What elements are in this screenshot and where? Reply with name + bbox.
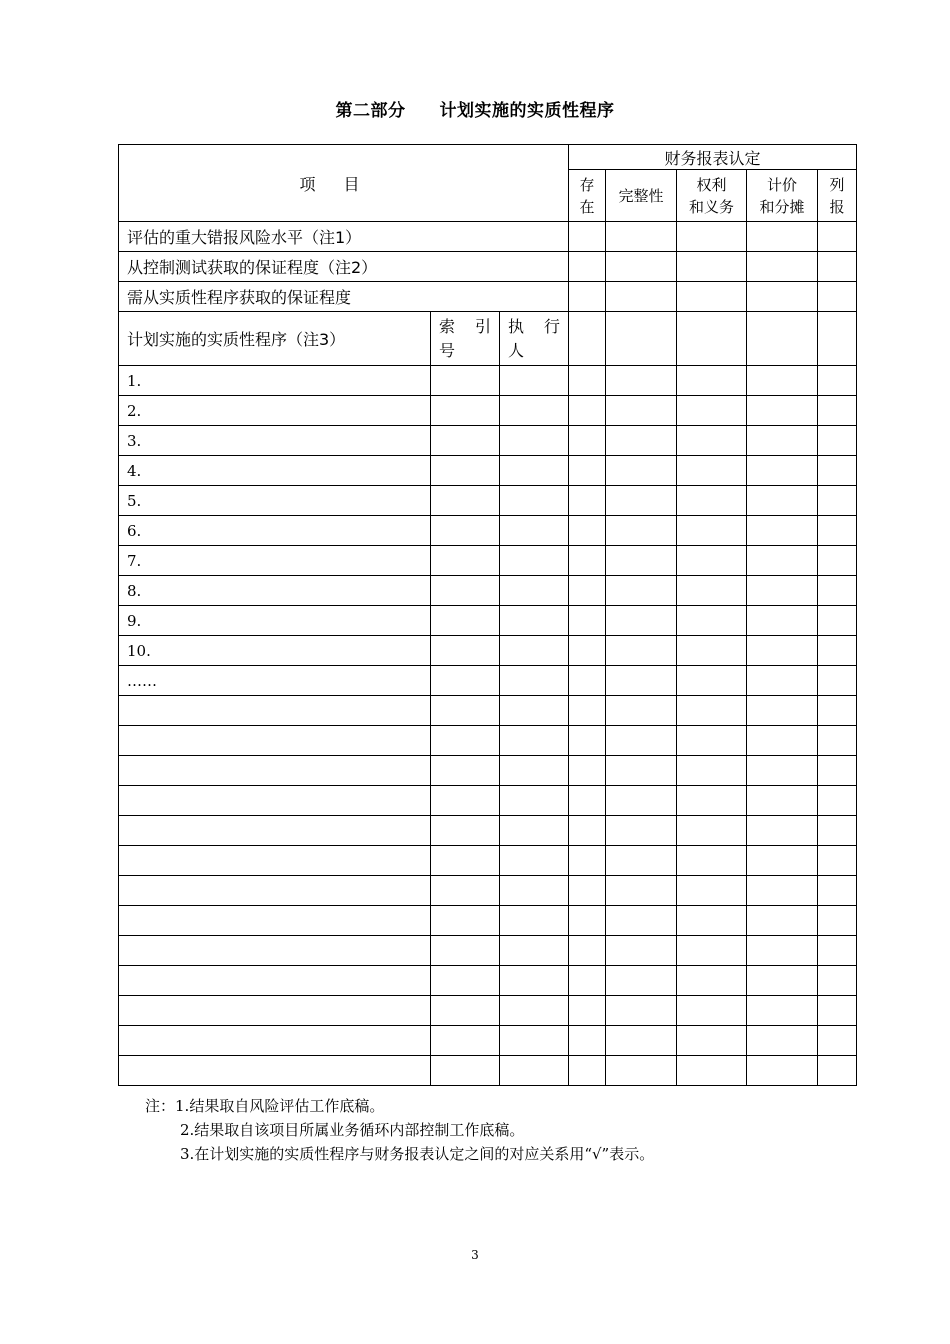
procedure-number: [119, 906, 431, 936]
procedure-row: [119, 396, 857, 426]
assertion-header-line: 报: [829, 197, 845, 216]
assertion-header: [606, 170, 677, 222]
header-line: [508, 315, 560, 339]
cell: [677, 666, 747, 696]
cell: [818, 486, 857, 516]
cell: [606, 606, 677, 636]
cell: [569, 906, 606, 936]
procedure-row: [119, 1026, 857, 1056]
cell: [500, 396, 569, 426]
procedure-row: [119, 756, 857, 786]
cell: [818, 222, 857, 252]
cell: [747, 516, 818, 546]
cell: [818, 876, 857, 906]
cell: [606, 546, 677, 576]
cell: [677, 486, 747, 516]
header-line: 号: [439, 340, 456, 360]
cell: [747, 426, 818, 456]
substantive-assurance-label: 需从实质性程序获取的保证程度: [119, 282, 569, 312]
cell: [569, 846, 606, 876]
cell: [431, 606, 500, 636]
cell: [677, 696, 747, 726]
cell: [569, 816, 606, 846]
cell: [569, 696, 606, 726]
cell: [500, 606, 569, 636]
cell: [677, 726, 747, 756]
cell: [747, 456, 818, 486]
footnotes: [145, 1094, 654, 1166]
procedure-row: [119, 576, 857, 606]
cell: [818, 426, 857, 456]
cell: [677, 1026, 747, 1056]
cell: [500, 366, 569, 396]
procedure-row: [119, 876, 857, 906]
procedure-number: 9.: [119, 606, 431, 636]
cell: [500, 936, 569, 966]
cell: [677, 756, 747, 786]
cell: [606, 366, 677, 396]
cell: [677, 876, 747, 906]
assertion-header: [747, 170, 818, 222]
cell: [818, 546, 857, 576]
page-title: [0, 96, 950, 121]
cell: [818, 456, 857, 486]
cell: [500, 576, 569, 606]
header-char: 引: [474, 316, 491, 336]
cell: [747, 756, 818, 786]
cell: [818, 366, 857, 396]
cell: [606, 846, 677, 876]
procedure-number: 5.: [119, 486, 431, 516]
cell: [747, 606, 818, 636]
procedure-number: [119, 696, 431, 726]
cell: [818, 696, 857, 726]
cell: [677, 396, 747, 426]
cell: [500, 966, 569, 996]
cell: [677, 252, 747, 282]
executor-header: [500, 312, 569, 366]
cell: [818, 726, 857, 756]
assertion-header-line: 计价: [766, 175, 797, 194]
cell: [677, 996, 747, 1026]
financial-assertions-header: 财务报表认定: [569, 145, 857, 170]
cell: [677, 966, 747, 996]
procedure-number: 4.: [119, 456, 431, 486]
cell: [677, 222, 747, 252]
assertion-header-line: 完整性: [618, 186, 664, 205]
procedure-row: [119, 666, 857, 696]
cell: [500, 1056, 569, 1086]
procedure-number: 10.: [119, 636, 431, 666]
cell: [569, 1026, 606, 1056]
cell: [818, 636, 857, 666]
procedure-row: [119, 936, 857, 966]
cell: [747, 906, 818, 936]
procedure-row: [119, 996, 857, 1026]
cell: [677, 816, 747, 846]
cell: [569, 876, 606, 906]
procedure-row: [119, 366, 857, 396]
header-char: 索: [439, 316, 456, 336]
cell: [500, 456, 569, 486]
cell: [606, 486, 677, 516]
cell: [569, 606, 606, 636]
cell: [606, 726, 677, 756]
cell: [569, 576, 606, 606]
cell: [606, 966, 677, 996]
cell: [747, 726, 818, 756]
procedure-row: [119, 516, 857, 546]
cell: [818, 576, 857, 606]
risk-level-label: 评估的重大错报风险水平（注1）: [119, 222, 569, 252]
cell: [431, 816, 500, 846]
procedure-number: [119, 726, 431, 756]
page-number: 3: [471, 1248, 479, 1262]
cell: [747, 576, 818, 606]
cell: [569, 396, 606, 426]
assertion-header: [677, 170, 747, 222]
cell: [569, 426, 606, 456]
cell: [818, 252, 857, 282]
cell: [747, 696, 818, 726]
cell: [677, 786, 747, 816]
procedure-number: [119, 1026, 431, 1056]
item-header-text: 项目: [299, 174, 388, 194]
cell: [500, 756, 569, 786]
note-2: 2.结果取自该项目所属业务循环内部控制工作底稿。: [180, 1121, 525, 1139]
cell: [818, 756, 857, 786]
procedure-row: [119, 966, 857, 996]
cell: [606, 576, 677, 606]
cell: [677, 312, 747, 366]
cell: [431, 456, 500, 486]
cell: [431, 1026, 500, 1056]
cell: [747, 966, 818, 996]
cell: [677, 636, 747, 666]
cell: [747, 996, 818, 1026]
notes-prefix: 注：: [145, 1097, 176, 1115]
procedure-number: [119, 1056, 431, 1086]
note-3: 3.在计划实施的实质性程序与财务报表认定之间的对应关系用“√”表示。: [180, 1145, 655, 1163]
cell: [677, 366, 747, 396]
cell: [431, 576, 500, 606]
cell: [569, 966, 606, 996]
cell: [606, 876, 677, 906]
cell: [606, 1056, 677, 1086]
cell: [747, 1056, 818, 1086]
procedure-number: 6.: [119, 516, 431, 546]
cell: [818, 786, 857, 816]
procedure-row: [119, 786, 857, 816]
header-char: 执: [508, 316, 525, 336]
cell: [569, 282, 606, 312]
cell: [818, 996, 857, 1026]
cell: [818, 1056, 857, 1086]
section-title: 计划实施的实质性程序: [439, 101, 615, 121]
cell: [747, 1026, 818, 1056]
assertion-header-line: 和分摊: [759, 197, 805, 216]
cell: [431, 696, 500, 726]
cell: [606, 222, 677, 252]
procedure-row: [119, 1056, 857, 1086]
procedure-row: [119, 426, 857, 456]
cell: [500, 786, 569, 816]
item-header: [119, 145, 569, 222]
procedure-number: 3.: [119, 426, 431, 456]
cell: [818, 516, 857, 546]
cell: [500, 846, 569, 876]
cell: [747, 846, 818, 876]
procedure-number: [119, 966, 431, 996]
assertion-header-line: 列: [829, 175, 845, 194]
cell: [569, 936, 606, 966]
cell: [818, 396, 857, 426]
procedure-number: 7.: [119, 546, 431, 576]
cell: [606, 516, 677, 546]
cell: [818, 666, 857, 696]
cell: [500, 516, 569, 546]
cell: [569, 666, 606, 696]
cell: [747, 816, 818, 846]
cell: [431, 1056, 500, 1086]
cell: [606, 696, 677, 726]
procedure-number: 1.: [119, 366, 431, 396]
cell: [431, 726, 500, 756]
cell: [606, 816, 677, 846]
cell: [818, 906, 857, 936]
procedure-row: [119, 696, 857, 726]
procedure-number: [119, 936, 431, 966]
cell: [606, 426, 677, 456]
cell: [500, 486, 569, 516]
cell: [569, 756, 606, 786]
cell: [606, 996, 677, 1026]
cell: [747, 312, 818, 366]
cell: [500, 816, 569, 846]
cell: [747, 636, 818, 666]
cell: [569, 1056, 606, 1086]
cell: [431, 786, 500, 816]
cell: [500, 996, 569, 1026]
cell: [500, 426, 569, 456]
cell: [431, 906, 500, 936]
cell: [569, 252, 606, 282]
procedure-row: [119, 816, 857, 846]
cell: [569, 516, 606, 546]
cell: [606, 312, 677, 366]
cell: [677, 456, 747, 486]
cell: [431, 756, 500, 786]
cell: [569, 456, 606, 486]
cell: [747, 396, 818, 426]
cell: [818, 816, 857, 846]
procedure-number: [119, 876, 431, 906]
procedure-number: [119, 756, 431, 786]
cell: [431, 366, 500, 396]
procedure-row: [119, 456, 857, 486]
procedure-row: [119, 546, 857, 576]
procedure-row: [119, 726, 857, 756]
cell: [818, 1026, 857, 1056]
cell: [606, 252, 677, 282]
assertion-header-line: 和义务: [688, 197, 734, 216]
cell: [500, 726, 569, 756]
cell: [431, 516, 500, 546]
cell: [747, 222, 818, 252]
cell: [677, 282, 747, 312]
cell: [677, 846, 747, 876]
assertion-header-line: 在: [579, 197, 595, 216]
assertion-header-line: 存: [579, 175, 595, 194]
cell: [747, 366, 818, 396]
procedure-number: [119, 996, 431, 1026]
procedure-number: 2.: [119, 396, 431, 426]
cell: [569, 726, 606, 756]
procedure-row: [119, 906, 857, 936]
cell: [431, 486, 500, 516]
cell: [500, 1026, 569, 1056]
cell: [500, 906, 569, 936]
procedure-row: [119, 486, 857, 516]
header-line: 人: [508, 340, 525, 360]
cell: [431, 396, 500, 426]
cell: [569, 222, 606, 252]
cell: [431, 426, 500, 456]
cell: [818, 282, 857, 312]
cell: [606, 1026, 677, 1056]
cell: [500, 696, 569, 726]
cell: [818, 606, 857, 636]
cell: [606, 666, 677, 696]
cell: [677, 606, 747, 636]
cell: [606, 936, 677, 966]
cell: [677, 936, 747, 966]
index-number-header: [431, 312, 500, 366]
cell: [747, 486, 818, 516]
cell: [431, 876, 500, 906]
note-1: 1.结果取自风险评估工作底稿。: [175, 1097, 385, 1115]
cell: [569, 312, 606, 366]
cell: [569, 786, 606, 816]
cell: [677, 906, 747, 936]
procedure-row: [119, 606, 857, 636]
cell: [606, 636, 677, 666]
cell: [569, 366, 606, 396]
cell: [677, 546, 747, 576]
cell: [431, 966, 500, 996]
cell: [818, 312, 857, 366]
cell: [569, 996, 606, 1026]
cell: [606, 282, 677, 312]
cell: [818, 936, 857, 966]
assertion-header: [818, 170, 857, 222]
cell: [677, 1056, 747, 1086]
cell: [606, 396, 677, 426]
cell: [747, 936, 818, 966]
cell: [747, 876, 818, 906]
cell: [606, 456, 677, 486]
assertion-header-line: 权利: [696, 175, 727, 194]
cell: [606, 786, 677, 816]
procedure-number: [119, 846, 431, 876]
procedure-number: [119, 816, 431, 846]
substantive-procedures-table: [118, 144, 857, 1086]
cell: [500, 546, 569, 576]
cell: [569, 486, 606, 516]
header-char: 行: [543, 316, 560, 336]
procedure-number: 8.: [119, 576, 431, 606]
cell: [818, 846, 857, 876]
cell: [677, 576, 747, 606]
cell: [747, 546, 818, 576]
procedure-row: [119, 846, 857, 876]
procedure-number: ……: [119, 666, 431, 696]
cell: [818, 966, 857, 996]
planned-procedures-label: 计划实施的实质性程序（注3）: [119, 312, 431, 366]
cell: [606, 756, 677, 786]
cell: [677, 426, 747, 456]
cell: [500, 876, 569, 906]
cell: [606, 906, 677, 936]
cell: [431, 636, 500, 666]
header-line: [439, 315, 491, 339]
section-label: 第二部分: [335, 101, 406, 121]
cell: [431, 936, 500, 966]
cell: [431, 846, 500, 876]
cell: [747, 786, 818, 816]
procedure-row: [119, 636, 857, 666]
procedure-number: [119, 786, 431, 816]
cell: [500, 666, 569, 696]
cell: [569, 636, 606, 666]
cell: [431, 666, 500, 696]
cell: [500, 636, 569, 666]
assertion-header: [569, 170, 606, 222]
cell: [431, 996, 500, 1026]
cell: [747, 252, 818, 282]
cell: [569, 546, 606, 576]
cell: [747, 282, 818, 312]
cell: [677, 516, 747, 546]
cell: [747, 666, 818, 696]
control-assurance-label: 从控制测试获取的保证程度（注2）: [119, 252, 569, 282]
cell: [431, 546, 500, 576]
